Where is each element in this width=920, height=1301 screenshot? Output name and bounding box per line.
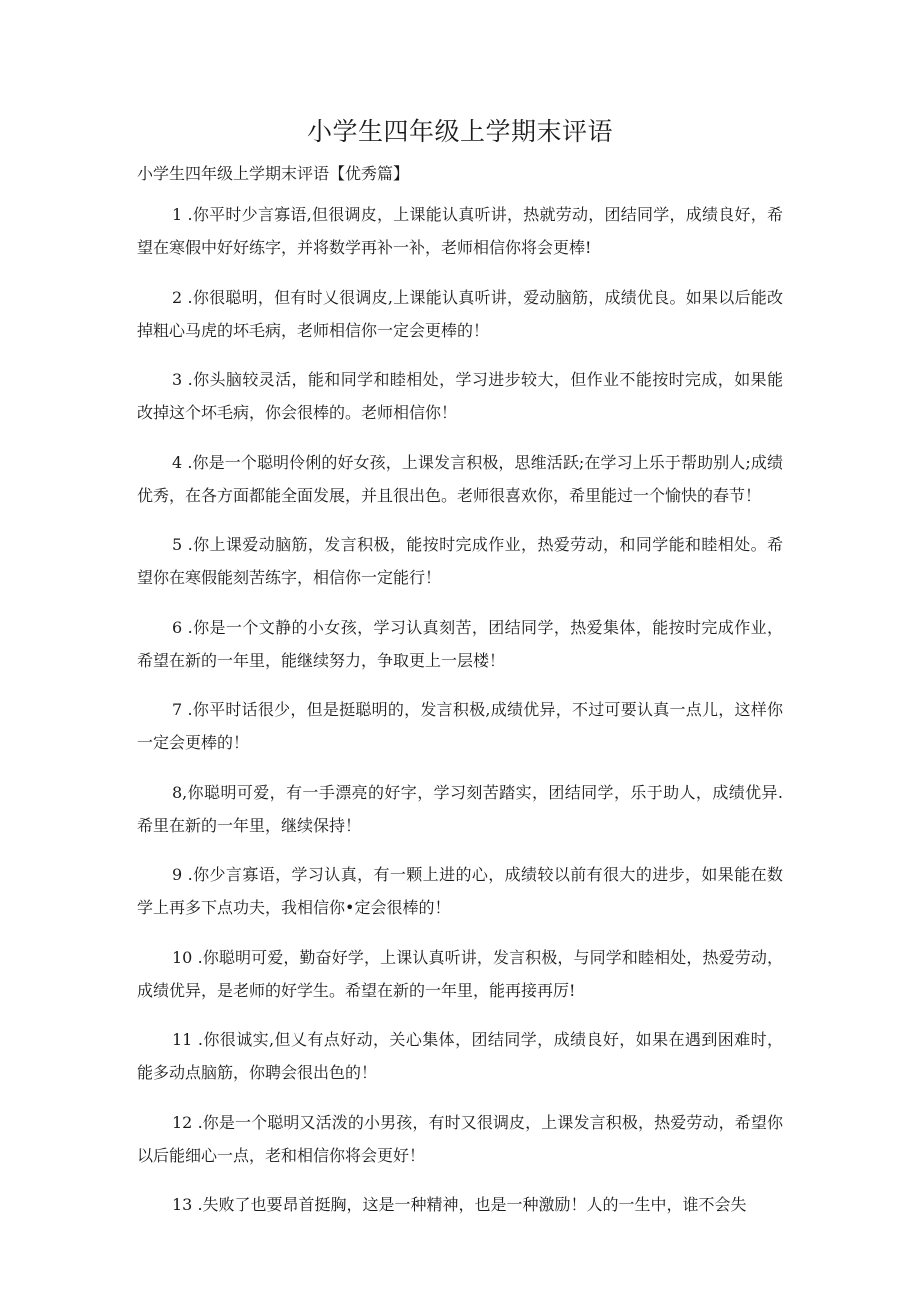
comment-list [137,198,783,1221]
comment-item-10: 10 .你聪明可爱，勤奋好学，上课认真听讲，发言积极，与同学和睦相处，热爱劳动，成绩优异，是老师的好学生。希望在新的一年里，能再接再厉! [137,947,783,1000]
comment-item-12: 12 .你是一个聪明又活泼的小男孩，有时又很调皮，上课发言积极，热爱劳动，希望你以后能细心一点，老和相信你将会更好！ [137,1112,783,1165]
comment-item-8: 8,你聪明可爱，有一手漂亮的好字，学习刻苦踏实，团结同学，乐于助人，成绩优异.希里在新的一年里，继续保持！ [137,782,783,835]
comment-item-5: 5 .你上课爱动脑筋，发言积极，能按时完成作业，热爱劳动，和同学能和睦相处。希望你在寒假能刻苦练字，相信你一定能行！ [137,535,783,587]
comment-item-6: 6 .你是一个文静的小女孩，学习认真刻苦，团结同学，热爱集体，能按时完成作业，希望在新的一年里，能继续努力，争取更上一层楼！ [137,617,783,670]
comment-item-3: 3 .你头脑较灵活，能和同学和睦相处，学习进步较大，但作业不能按时完成，如果能改掉这个坏毛病，你会很棒的。老师相信你！ [137,370,783,422]
comment-item-2: 2 .你很聪明，但有时乂很调皮,上课能认真听讲，爱动脑筋，成绩优良。如果以后能改掉粗心马虎的坏毛病，老师相信你一定会更棒的！ [137,287,783,340]
comment-item-1: 1 .你平时少言寡语,但很调皮，上课能认真听讲，热就劳动，团结同学，成绩良好，希望在寒假中好好练字，并将数学再补一补，老师相信你将会更棒! [137,205,783,257]
comment-item-4: 4 .你是一个聪明伶俐的好女孩，上课发言积极，思维活跃;在学习上乐于帮助别人;成绩优秀，在各方面都能全面发展，并且很出色。老师很喜欢你，希里能过一个愉快的春节！ [137,452,783,505]
comment-item-9: 9 .你少言寡语，学习认真，有一颗上进的心，成绩较以前有很大的进步，如果能在数学上再多下点功夫，我相信你•定会很棒的！ [137,865,783,917]
document-subtitle: 小学生四年级上学期末评语【优秀篇】 [137,164,410,183]
comment-item-7: 7 .你平时话很少，但是挺聪明的，发言积极,成绩优异，不过可要认真一点儿，这样你一定会更棒的！ [137,700,783,752]
document-title: 小学生四年级上学期末评语 [306,117,613,146]
comment-item-11: 11 .你很诚实,但乂有点好动，关心集体，团结同学，成绩良好，如果在遇到困难时，能多动点脑筋，你聘会很出色的！ [137,1030,783,1082]
comment-item-13: 13 .失败了也要昂首挺胸，这是一种精神，也是一种激励！人的一生中，谁不会失 [172,1195,747,1214]
